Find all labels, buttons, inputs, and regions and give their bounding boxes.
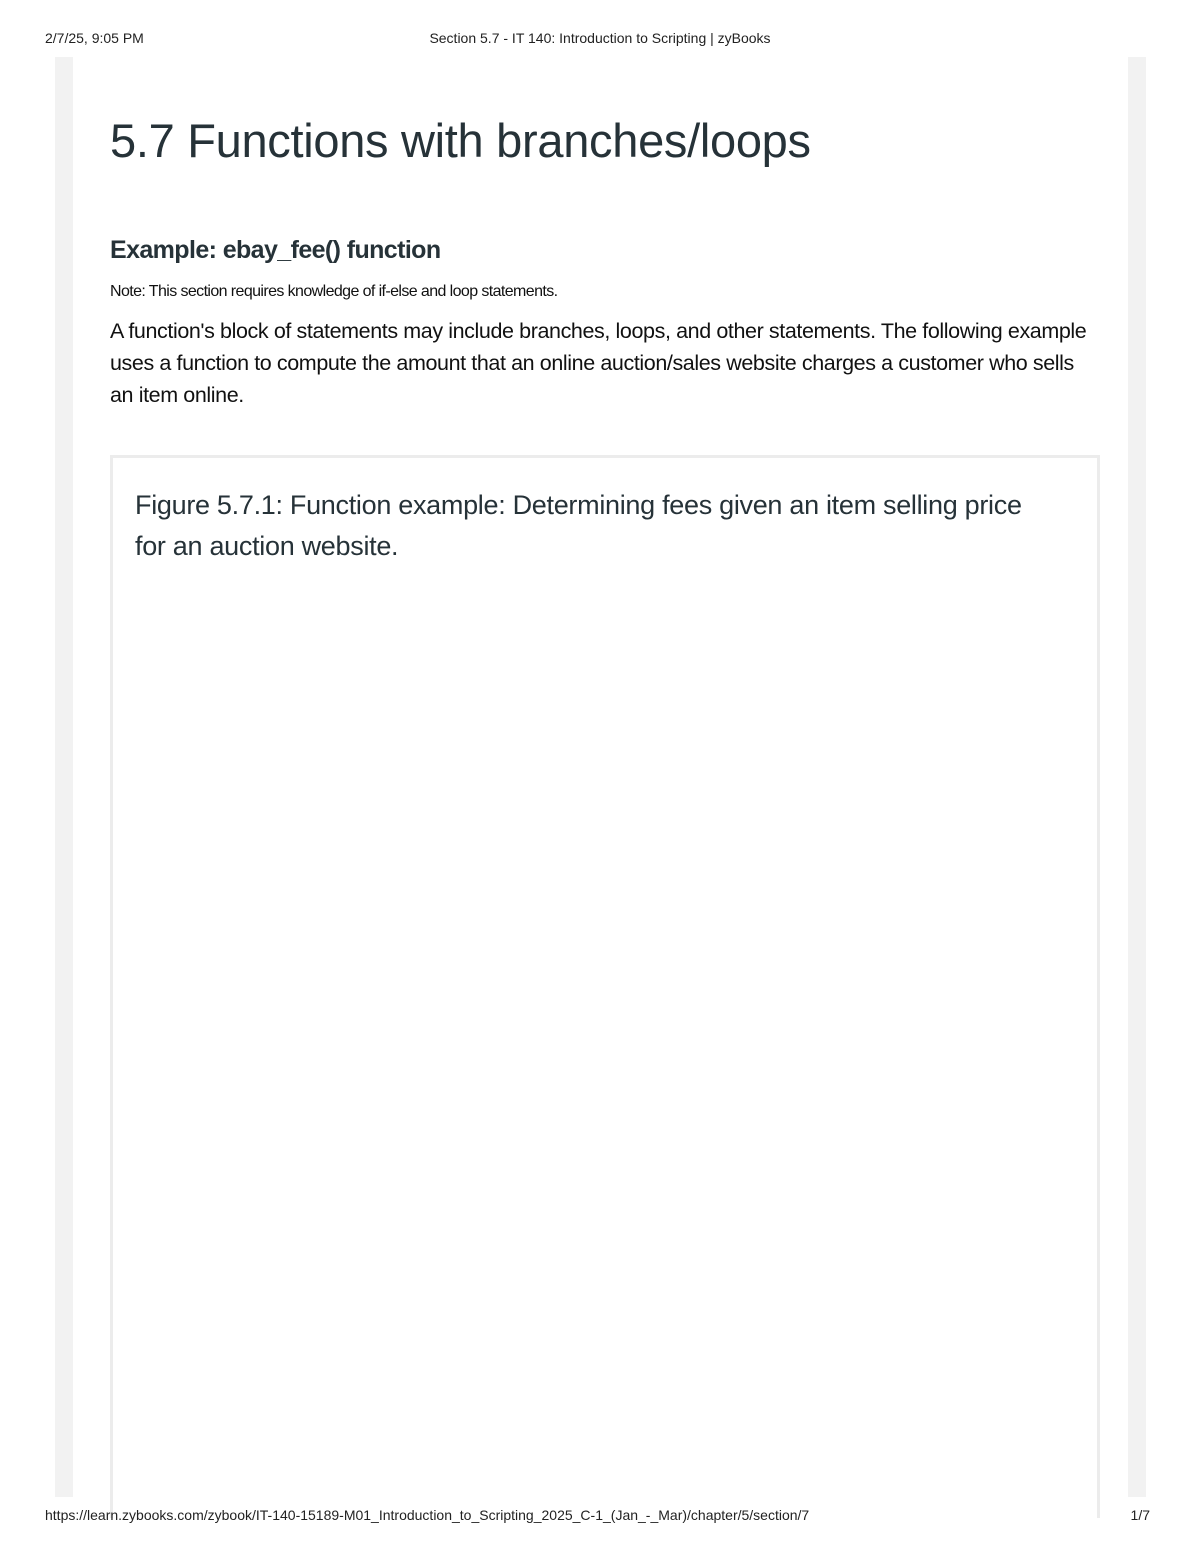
section-content (110, 100, 1100, 411)
left-page-gutter (55, 57, 73, 1497)
example-heading: Example: ebay_fee() function (110, 236, 441, 264)
right-page-gutter (1128, 57, 1146, 1497)
print-datetime: 2/7/25, 9:05 PM (45, 30, 144, 46)
section-title: 5.7 Functions with branches/loops (110, 114, 811, 167)
intro-paragraph: A function's block of statements may include branches, loops, and other statements. The following example uses a function to compute the amount that an online auction/sales website charges a customer who sells an item online. (110, 319, 1087, 407)
print-page-title: Section 5.7 - IT 140: Introduction to Scripting | zyBooks (429, 30, 771, 46)
print-url: https://learn.zybooks.com/zybook/IT-140-15189-M01_Introduction_to_Scripting_2025_C-1_(Jan_-_Mar)/chapter/5/section/7 (45, 1507, 810, 1523)
print-page-title-wrap (0, 30, 1200, 46)
figure-container (110, 455, 1100, 1518)
figure-caption: Figure 5.7.1: Function example: Determining fees given an item selling price for an auction website. (135, 490, 1022, 561)
prerequisite-note: Note: This section requires knowledge of if-else and loop statements. (110, 283, 558, 300)
print-page-indicator: 1/7 (1130, 1507, 1150, 1523)
